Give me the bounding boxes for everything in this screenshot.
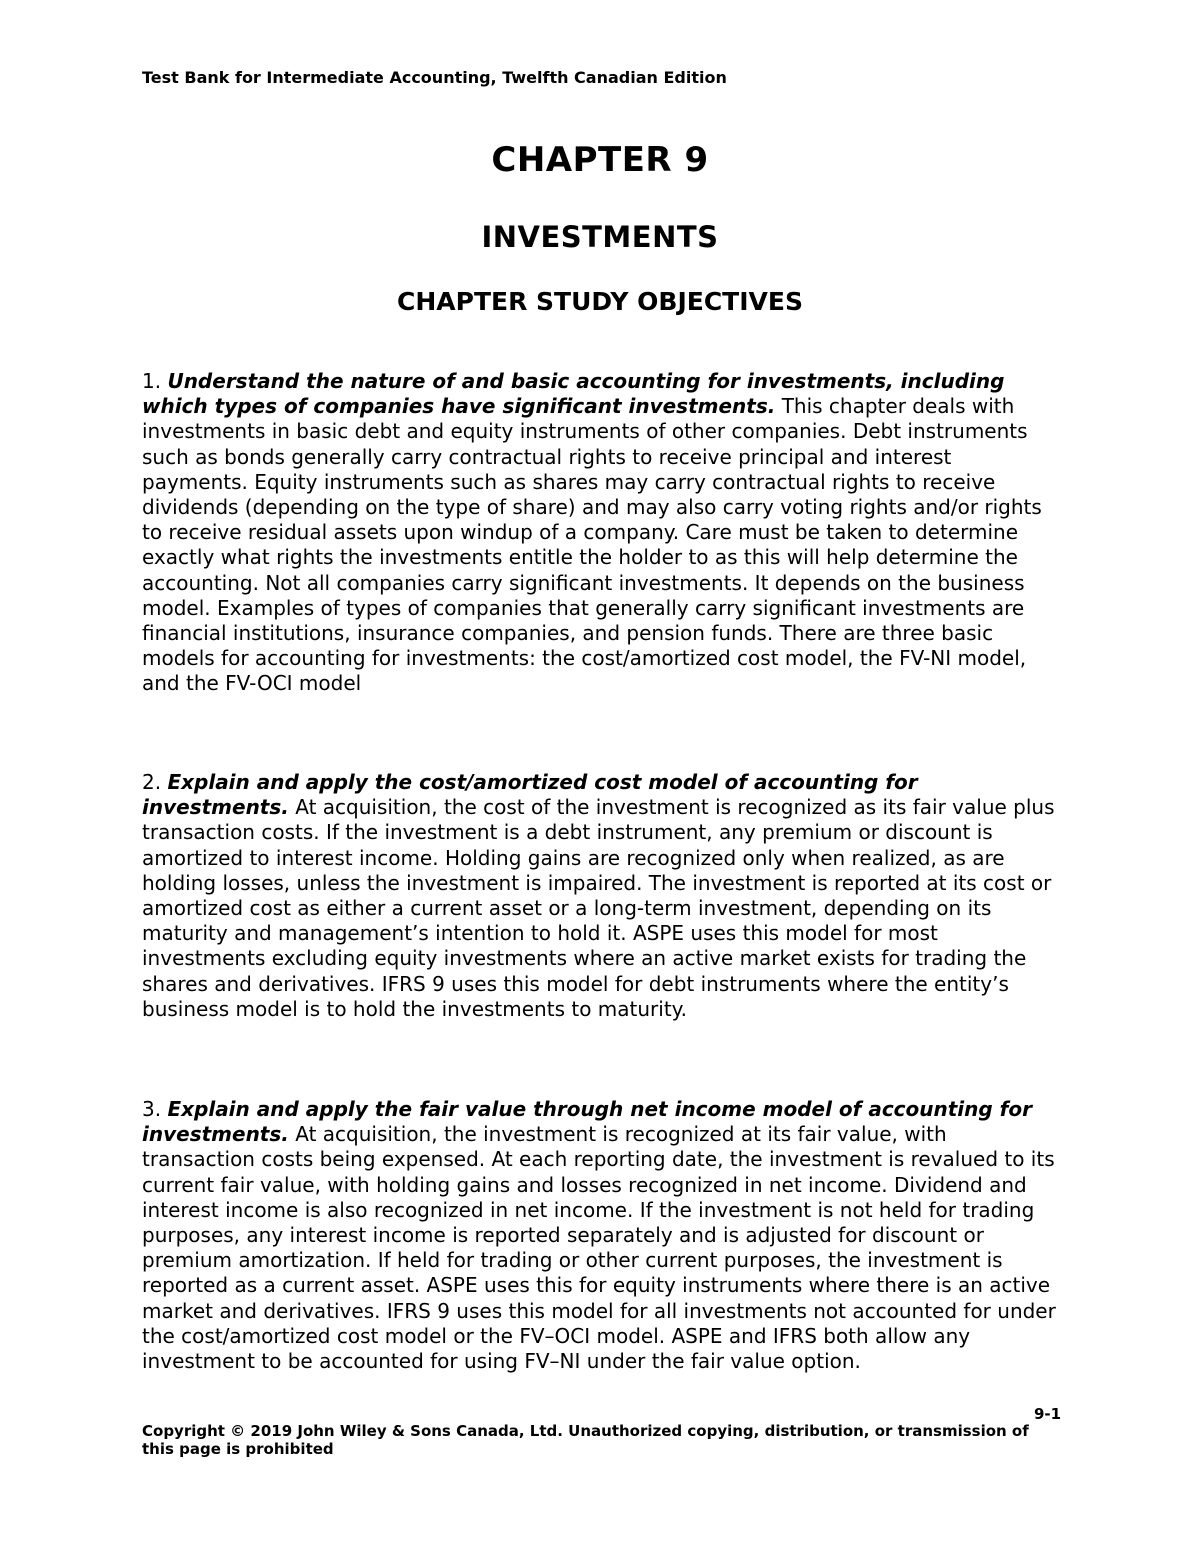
page-number: 9-1 [1034, 1405, 1062, 1423]
running-header: Test Bank for Intermediate Accounting, Twelfth Canadian Edition [142, 68, 727, 87]
objective-number: 2. [142, 770, 162, 794]
study-objective-3 [142, 1097, 1062, 1374]
objective-heading: Explain and apply the fair value through net income model of accounting for investments. [142, 1097, 1032, 1147]
study-objective-2 [142, 770, 1062, 1022]
objective-heading: Explain and apply the cost/amortized cost model of accounting for investments. [142, 770, 918, 820]
objective-number: 1. [142, 369, 162, 393]
objective-body: At acquisition, the investment is recognized at its fair value, with transaction costs being expensed. At each reporting date, the investment is revalued to its current fair value, with holding gains and losses recognized in net income. Dividend and interest income is also recognized in net income. If the investment is not held for trading purposes, any interest income is reported separately and is adjusted for discount or premium amortization. If held for trading or other current purposes, the investment is reported as a current asset. ASPE uses this for equity instruments where there is an active market and derivatives. IFRS 9 uses this model for all investments not accounted for under the cost/amortized cost model or the FV–OCI model. ASPE and IFRS both allow any investment to be accounted for using FV–NI under the fair value option. [142, 1122, 1056, 1374]
objective-body: This chapter deals with investments in basic debt and equity instruments of other companies. Debt instruments such as bonds generally carry contractual rights to receive principal and interest payments. Equity instruments such as shares may carry contractual rights to receive dividends (depending on the type of share) and may also carry voting rights and/or rights to receive residual assets upon windup of a company. Care must be taken to determine exactly what rights the investments entitle the holder to as this will help determine the accounting. Not all companies carry significant investments. It depends on the business model. Examples of types of companies that generally carry significant investments are financial institutions, insurance companies, and pension funds. There are three basic models for accounting for investments: the cost/amortized cost model, the FV-NI model, and the FV-OCI model [142, 394, 1042, 696]
objective-number: 3. [142, 1097, 162, 1121]
study-objective-1 [142, 369, 1062, 697]
section-title: CHAPTER STUDY OBJECTIVES [397, 287, 803, 316]
copyright-footer: Copyright © 2019 John Wiley & Sons Canada, Ltd. Unauthorized copying, distribution, or transmission of this page is prohibited [142, 1422, 1029, 1458]
objective-heading: Understand the nature of and basic accounting for investments, including which types of companies have significant investments. [142, 369, 1005, 419]
chapter-title: CHAPTER 9 [491, 140, 709, 180]
chapter-subtitle: INVESTMENTS [481, 220, 719, 254]
objective-body: At acquisition, the cost of the investment is recognized as its fair value plus transaction costs. If the investment is a debt instrument, any premium or discount is amortized to interest income. Holding gains are recognized only when realized, as are holding losses, unless the investment is impaired. The investment is reported at its cost or amortized cost as either a current asset or a long-term investment, depending on its maturity and management’s intention to hold it. ASPE uses this model for most investments excluding equity investments where an active market exists for trading the shares and derivatives. IFRS 9 uses this model for debt instruments where the entity’s business model is to hold the investments to maturity. [142, 795, 1055, 1021]
